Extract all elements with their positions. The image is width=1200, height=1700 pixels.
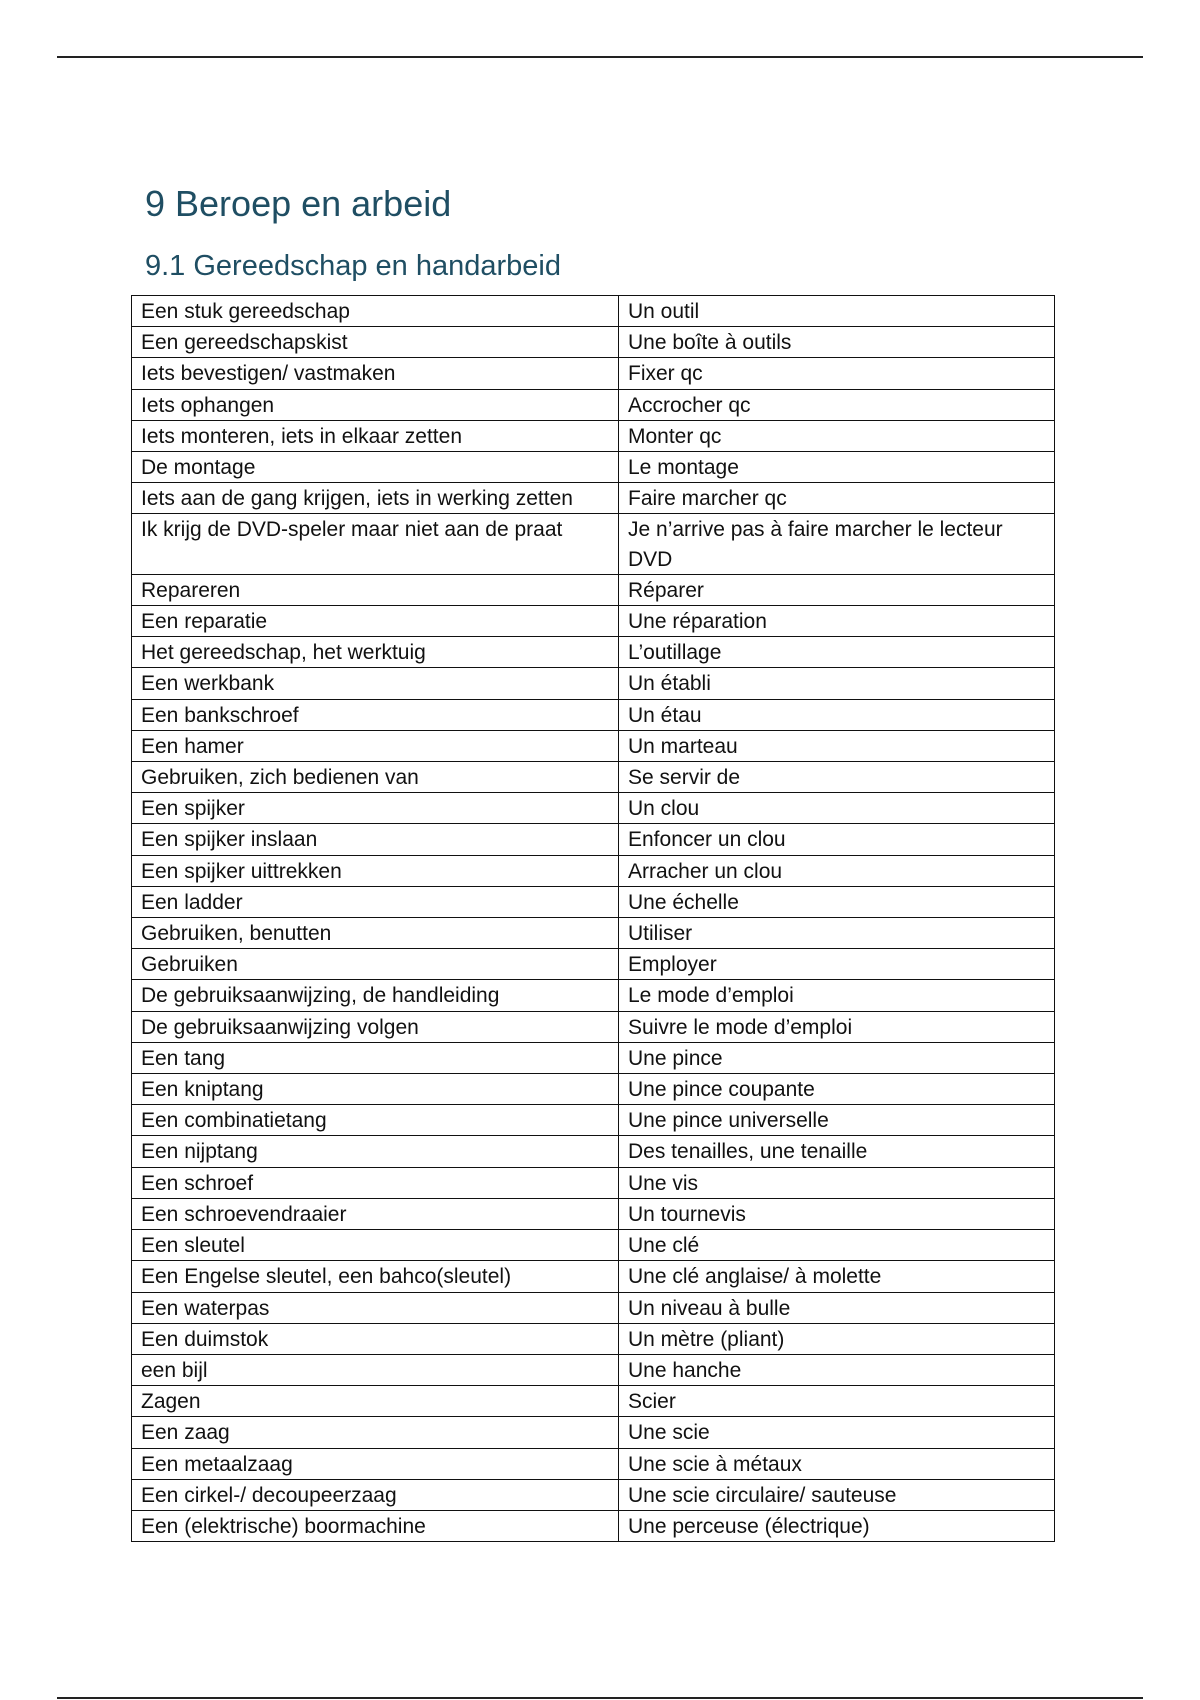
french-term: Un mètre (pliant) [619,1323,1055,1354]
dutch-term: Een stuk gereedschap [132,296,619,327]
table-row [132,483,1055,514]
french-term: Un marteau [619,730,1055,761]
french-term: Une scie à métaux [619,1448,1055,1479]
dutch-term: Een schroevendraaier [132,1198,619,1229]
french-term: Utiliser [619,918,1055,949]
dutch-term: Een waterpas [132,1292,619,1323]
french-term: Un niveau à bulle [619,1292,1055,1323]
table-row [132,1198,1055,1229]
dutch-term: Zagen [132,1386,619,1417]
table-row [132,1479,1055,1510]
french-term: L’outillage [619,637,1055,668]
table-row [132,1323,1055,1354]
dutch-term: De gebruiksaanwijzing volgen [132,1011,619,1042]
table-row [132,327,1055,358]
table-row [132,514,1055,574]
dutch-term: Iets monteren, iets in elkaar zetten [132,420,619,451]
dutch-term: Een bankschroef [132,699,619,730]
dutch-term: Een schroef [132,1167,619,1198]
dutch-term: Een spijker inslaan [132,824,619,855]
header-rule [57,56,1143,58]
dutch-term: Ik krijg de DVD-speler maar niet aan de praat [132,514,619,574]
table-row [132,793,1055,824]
table-row [132,886,1055,917]
dutch-term: Een ladder [132,886,619,917]
table-row [132,699,1055,730]
dutch-term: Een hamer [132,730,619,761]
table-row [132,1386,1055,1417]
dutch-term: Een spijker [132,793,619,824]
french-term: Fixer qc [619,358,1055,389]
dutch-term: Gebruiken, zich bedienen van [132,762,619,793]
table-row [132,1011,1055,1042]
table-row [132,949,1055,980]
table-row [132,452,1055,483]
dutch-term: Een zaag [132,1417,619,1448]
dutch-term: Een Engelse sleutel, een bahco(sleutel) [132,1261,619,1292]
french-term: Un clou [619,793,1055,824]
table-row [132,420,1055,451]
footer-rule [57,1697,1143,1699]
french-term: Je n’arrive pas à faire marcher le lecteur DVD [619,514,1055,574]
table-row [132,1448,1055,1479]
table-row [132,1510,1055,1541]
dutch-term: Een (elektrische) boormachine [132,1510,619,1541]
dutch-term: Een sleutel [132,1230,619,1261]
french-term: Une réparation [619,606,1055,637]
dutch-term: Een combinatietang [132,1105,619,1136]
french-term: Une échelle [619,886,1055,917]
table-row [132,1105,1055,1136]
dutch-term: Een metaalzaag [132,1448,619,1479]
dutch-term: Het gereedschap, het werktuig [132,637,619,668]
table-row [132,918,1055,949]
dutch-term: Iets ophangen [132,389,619,420]
dutch-term: Een cirkel-/ decoupeerzaag [132,1479,619,1510]
table-row [132,730,1055,761]
table-row [132,668,1055,699]
table-row [132,824,1055,855]
table-row [132,980,1055,1011]
table-row [132,296,1055,327]
french-term: Accrocher qc [619,389,1055,420]
dutch-term: Een spijker uittrekken [132,855,619,886]
dutch-term: Een tang [132,1042,619,1073]
dutch-term: Gebruiken, benutten [132,918,619,949]
page-title: 9 Beroep en arbeid [145,183,452,224]
vocabulary-table [131,295,1055,1542]
table-row [132,1042,1055,1073]
french-term: Enfoncer un clou [619,824,1055,855]
french-term: Une pince coupante [619,1074,1055,1105]
table-row [132,1136,1055,1167]
dutch-term: Een gereedschapskist [132,327,619,358]
french-term: Une pince universelle [619,1105,1055,1136]
french-term: Le montage [619,452,1055,483]
dutch-term: Een reparatie [132,606,619,637]
french-term: Des tenailles, une tenaille [619,1136,1055,1167]
dutch-term: Gebruiken [132,949,619,980]
table-row [132,1417,1055,1448]
dutch-term: Een kniptang [132,1074,619,1105]
table-row [132,574,1055,605]
french-term: Une hanche [619,1354,1055,1385]
french-term: Suivre le mode d’emploi [619,1011,1055,1042]
dutch-term: De gebruiksaanwijzing, de handleiding [132,980,619,1011]
french-term: Un tournevis [619,1198,1055,1229]
dutch-term: Een werkbank [132,668,619,699]
french-term: Une scie circulaire/ sauteuse [619,1479,1055,1510]
french-term: Un étau [619,699,1055,730]
french-term: Un outil [619,296,1055,327]
table-row [132,1074,1055,1105]
french-term: Une vis [619,1167,1055,1198]
french-term: Se servir de [619,762,1055,793]
dutch-term: Iets bevestigen/ vastmaken [132,358,619,389]
dutch-term: Een nijptang [132,1136,619,1167]
table-row [132,389,1055,420]
table-row [132,855,1055,886]
table-row [132,1167,1055,1198]
french-term: Arracher un clou [619,855,1055,886]
french-term: Monter qc [619,420,1055,451]
section-title: 9.1 Gereedschap en handarbeid [145,250,561,282]
french-term: Réparer [619,574,1055,605]
french-term: Une clé anglaise/ à molette [619,1261,1055,1292]
french-term: Faire marcher qc [619,483,1055,514]
french-term: Le mode d’emploi [619,980,1055,1011]
table-row [132,762,1055,793]
french-term: Un établi [619,668,1055,699]
dutch-term: Een duimstok [132,1323,619,1354]
table-row [132,1292,1055,1323]
table-row [132,1230,1055,1261]
table-row [132,1354,1055,1385]
french-term: Employer [619,949,1055,980]
dutch-term: De montage [132,452,619,483]
table-row [132,358,1055,389]
french-term: Une scie [619,1417,1055,1448]
vocabulary-table-body [132,296,1055,1542]
table-row [132,606,1055,637]
french-term: Une clé [619,1230,1055,1261]
table-row [132,1261,1055,1292]
dutch-term: Repareren [132,574,619,605]
french-term: Une perceuse (électrique) [619,1510,1055,1541]
dutch-term: een bijl [132,1354,619,1385]
table-row [132,637,1055,668]
french-term: Une boîte à outils [619,327,1055,358]
dutch-term: Iets aan de gang krijgen, iets in werking zetten [132,483,619,514]
french-term: Une pince [619,1042,1055,1073]
french-term: Scier [619,1386,1055,1417]
